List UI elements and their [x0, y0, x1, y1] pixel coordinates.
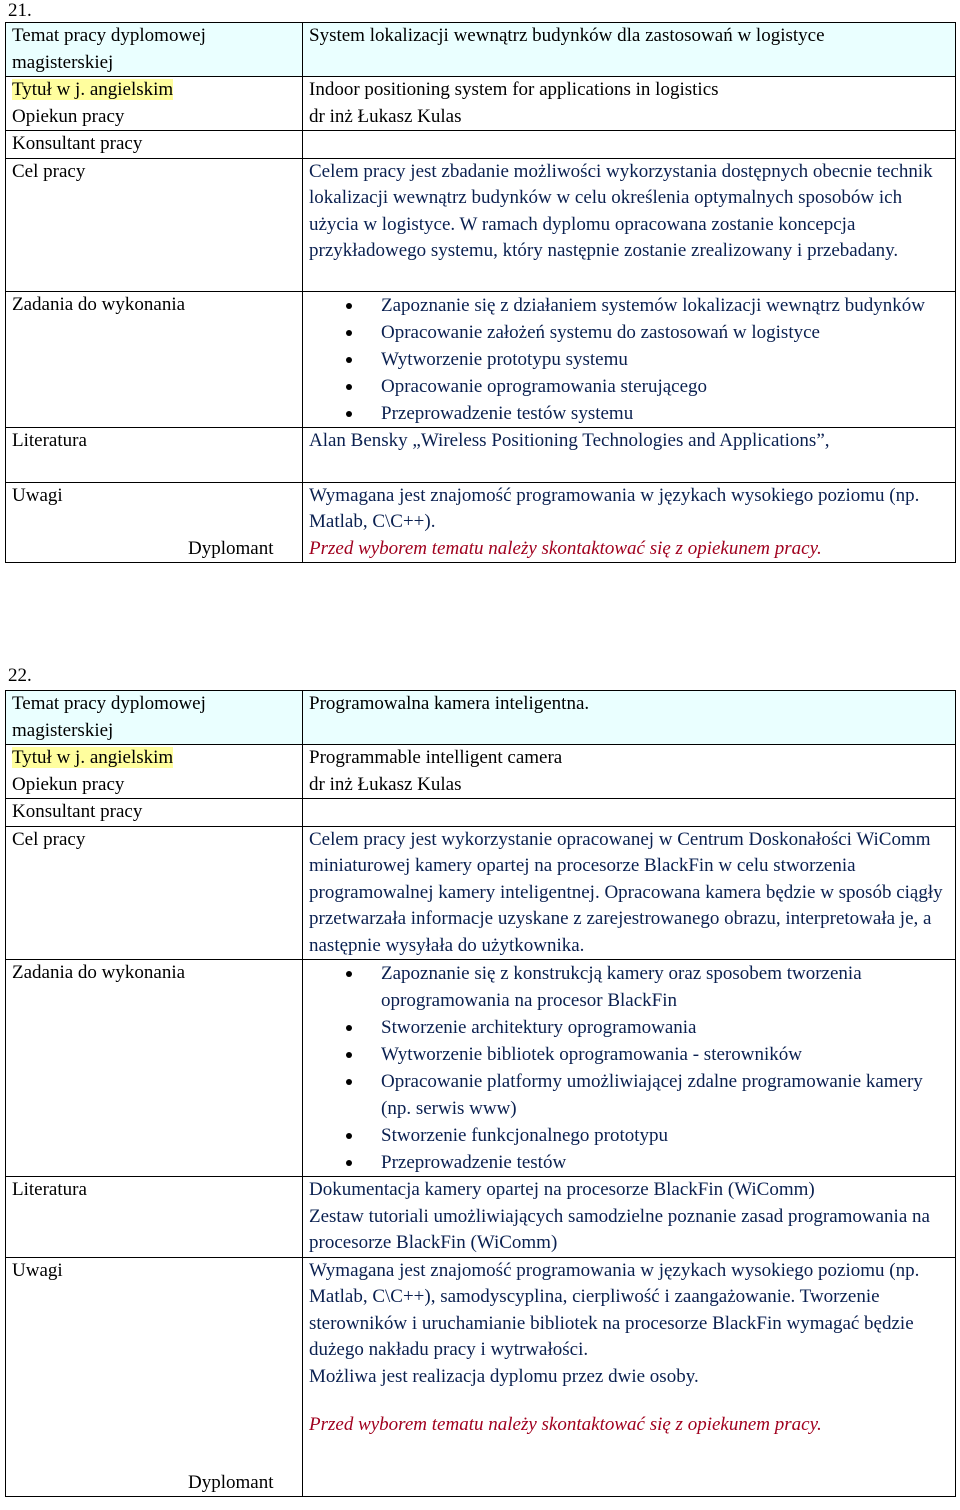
task-list: [309, 292, 949, 427]
contact-note: Przed wyborem tematu należy skontaktować się z opiekunem pracy.: [309, 537, 822, 559]
task-item: Zapoznanie się z konstrukcją kamery oraz sposobem tworzenia oprogramowania na procesor BlackFin: [381, 960, 949, 1014]
row-title: [6, 23, 956, 77]
row-title: [6, 691, 956, 745]
supervisor: dr inż Łukasz Kulas: [309, 773, 462, 795]
literature: Alan Bensky „Wireless Positioning Technologies and Applications”,: [303, 427, 956, 482]
row-title-en: [6, 745, 956, 799]
remarks-cell: [303, 1257, 956, 1497]
label-zadania: Zadania do wykonania: [6, 960, 303, 1177]
row-goal: [6, 826, 956, 960]
row-literature: [6, 427, 956, 482]
topic-number: 22.: [8, 665, 32, 686]
goal: Celem pracy jest zbadanie możliwości wykorzystania dostępnych obecnie technik lokalizacji wewnątrz budynków w celu określenia optymalnych sposobów ich użycia w logistyce. W ramach dyplomu opracowana zostanie koncepcja przykładowego systemu, który następnie zostanie zrealizowany i przebadany.: [303, 158, 956, 291]
label-literatura: Literatura: [6, 1177, 303, 1258]
literature: Dokumentacja kamery opartej na procesorze BlackFin (WiComm) Zestaw tutoriali umożliwiających samodzielne poznanie zasad programowania na procesorze BlackFin (WiComm): [303, 1177, 956, 1258]
task-list: [309, 960, 949, 1176]
label-cel: Cel pracy: [6, 158, 303, 291]
contact-note: Przed wyborem tematu należy skontaktować się z opiekunem pracy.: [309, 1414, 822, 1435]
tasks-cell: [303, 291, 956, 427]
goal: Celem pracy jest wykorzystanie opracowanej w Centrum Doskonałości WiComm miniaturowej kamery opartej na procesorze BlackFin w celu stworzenia programowalnej kamery inteligentnej. Opracowana kamera będzie w sposób ciągły przetwarzała informacje uzyskane z zarejestrowanego obrazu, interpretowała je, a następnie wysyłała do użytkownika.: [303, 826, 956, 960]
task-item: Opracowanie założeń systemu do zastosowań w logistyce: [381, 319, 949, 346]
title-pl: System lokalizacji wewnątrz budynków dla zastosowań w logistyce: [303, 23, 956, 77]
task-item: Stworzenie funkcjonalnego prototypu: [381, 1122, 949, 1149]
label-temat: Temat pracy dyplomowej magisterskiej: [6, 23, 303, 77]
topic-table-21: [5, 22, 956, 563]
row-title-en: [6, 77, 956, 131]
remarks: Wymagana jest znajomość programowania w językach wysokiego poziomu (np. Matlab, C\C++), samodyscyplina, cierpliwość i zaangażowanie. Tworzenie sterowników i uruchamianie bibliotek na procesorze BlackFin wymagać będzie dużego nakładu pracy i wytrwałości. Możliwa jest realizacja dyplomu przez dwie osoby.: [309, 1259, 920, 1387]
label-konsultant: Konsultant pracy: [6, 799, 303, 827]
title-en-cell: [303, 745, 956, 799]
row-remarks: [6, 482, 956, 563]
label-tytul-text: Tytuł w j. angielskim: [12, 79, 174, 100]
remarks-label-cell: [6, 1257, 303, 1497]
task-item: Zapoznanie się z działaniem systemów lokalizacji wewnątrz budynków: [381, 292, 949, 319]
label-opiekun: Opiekun pracy: [12, 105, 125, 127]
label-uwagi: Uwagi: [12, 484, 63, 506]
label-dyplomant: Dyplomant: [188, 537, 274, 559]
supervisor: dr inż Łukasz Kulas: [309, 105, 462, 127]
task-item: Przeprowadzenie testów: [381, 1149, 949, 1176]
remarks-cell: [303, 482, 956, 563]
label-tytul: [6, 77, 303, 131]
remarks-label-cell: [6, 482, 303, 563]
row-consultant: [6, 799, 956, 827]
label-tytul-text: Tytuł w j. angielskim: [12, 747, 174, 768]
remarks: Wymagana jest znajomość programowania w językach wysokiego poziomu (np. Matlab, C\C++).: [309, 484, 920, 532]
label-cel: Cel pracy: [6, 826, 303, 960]
topic-number: 21.: [8, 0, 32, 21]
consultant: [303, 131, 956, 159]
label-dyplomant: Dyplomant: [188, 1471, 274, 1493]
label-tytul: [6, 745, 303, 799]
label-zadania: Zadania do wykonania: [6, 291, 303, 427]
label-uwagi: Uwagi: [12, 1259, 63, 1281]
title-en: Programmable intelligent camera: [309, 747, 563, 768]
task-item: Przeprowadzenie testów systemu: [381, 400, 949, 427]
spacer: [309, 1390, 949, 1412]
label-temat: Temat pracy dyplomowej magisterskiej: [6, 691, 303, 745]
topic-table-22: [5, 690, 956, 1497]
title-en: Indoor positioning system for applications in logistics: [309, 79, 719, 100]
label-konsultant: Konsultant pracy: [6, 131, 303, 159]
label-literatura: Literatura: [6, 427, 303, 482]
task-item: Opracowanie oprogramowania sterującego: [381, 373, 949, 400]
task-item: Opracowanie platformy umożliwiającej zdalne programowanie kamery (np. serwis www): [381, 1068, 949, 1122]
tasks-cell: [303, 960, 956, 1177]
row-remarks: [6, 1257, 956, 1497]
row-goal: [6, 158, 956, 291]
title-en-cell: [303, 77, 956, 131]
task-item: Wytworzenie prototypu systemu: [381, 346, 949, 373]
row-consultant: [6, 131, 956, 159]
label-opiekun: Opiekun pracy: [12, 773, 125, 795]
task-item: Stworzenie architektury oprogramowania: [381, 1014, 949, 1041]
row-tasks: [6, 960, 956, 1177]
row-tasks: [6, 291, 956, 427]
title-pl: Programowalna kamera inteligentna.: [303, 691, 956, 745]
consultant: [303, 799, 956, 827]
row-literature: [6, 1177, 956, 1258]
task-item: Wytworzenie bibliotek oprogramowania - sterowników: [381, 1041, 949, 1068]
